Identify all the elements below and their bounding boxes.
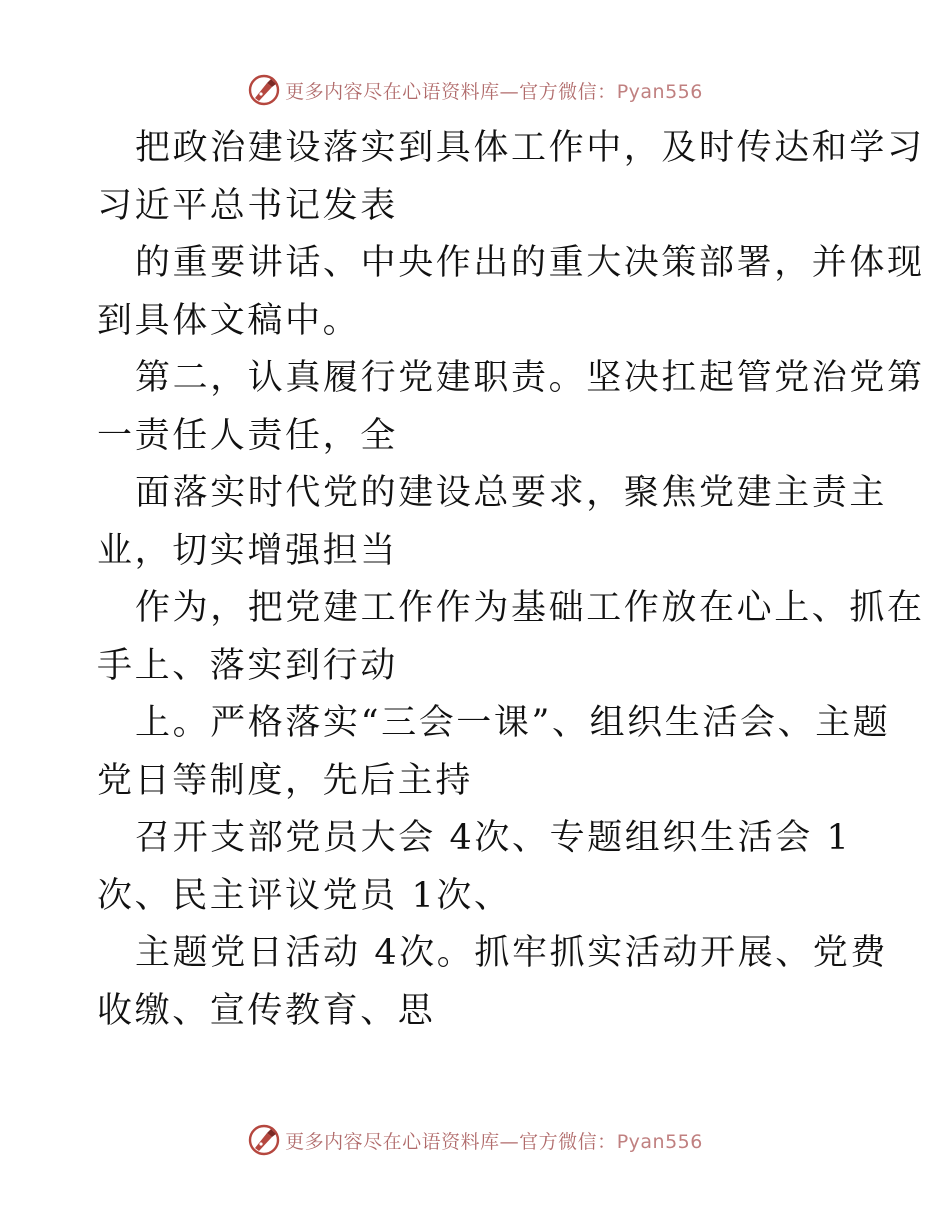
paragraph-line: 党日等制度，先后主持 — [97, 760, 474, 801]
paragraph-line: 主题党日活动 4次。抓牢抓实活动开展、党费 — [135, 933, 888, 973]
paragraph-line: 上。严格落实“三会一课”、组织生活会、主题 — [135, 703, 891, 743]
paragraph-line: 一责任人责任，全 — [97, 415, 398, 456]
watermark-dash: — — [499, 80, 520, 103]
paragraph-line: 召开支部党员大会 4次、专题组织生活会 1 — [135, 818, 852, 858]
paragraph-line: 业，切实增强担当 — [97, 530, 398, 571]
header-watermark — [0, 70, 950, 110]
watermark-wechat-label: 官方微信： — [519, 80, 617, 103]
footer-watermark — [0, 1120, 950, 1160]
watermark-wechat-label: 官方微信： — [519, 1130, 617, 1153]
paragraph-line: 作为，把党建工作作为基础工作放在心上、抓在 — [135, 588, 925, 628]
paragraph-line: 第二，认真履行党建职责。坚决扛起管党治党第 — [135, 358, 925, 398]
watermark-text — [285, 1127, 703, 1154]
watermark-cn-text: 更多内容尽在心语资料库 — [285, 80, 500, 103]
watermark-dash: — — [499, 1130, 520, 1153]
paragraph-line: 的重要讲话、中央作出的重大决策部署，并体现 — [135, 243, 925, 283]
watermark-cn-text: 更多内容尽在心语资料库 — [285, 1130, 500, 1153]
pen-nib-logo-icon — [247, 73, 281, 107]
paragraph-line: 把政治建设落实到具体工作中，及时传达和学习 — [135, 128, 925, 168]
paragraph-line: 手上、落实到行动 — [97, 645, 398, 686]
paragraph-line: 收缴、宣传教育、思 — [97, 990, 436, 1031]
watermark-wechat-id: Pyan556 — [616, 80, 703, 103]
pen-nib-logo-icon — [247, 1123, 281, 1157]
paragraph-line: 习近平总书记发表 — [97, 185, 398, 226]
document-body — [97, 120, 925, 1040]
watermark-wechat-id: Pyan556 — [616, 1130, 703, 1153]
watermark-text — [285, 77, 703, 104]
paragraph-line: 次、民主评议党员 1次、 — [97, 875, 512, 916]
paragraph-line: 面落实时代党的建设总要求，聚焦党建主责主 — [135, 473, 888, 513]
paragraph-line: 到具体文稿中。 — [97, 300, 361, 341]
